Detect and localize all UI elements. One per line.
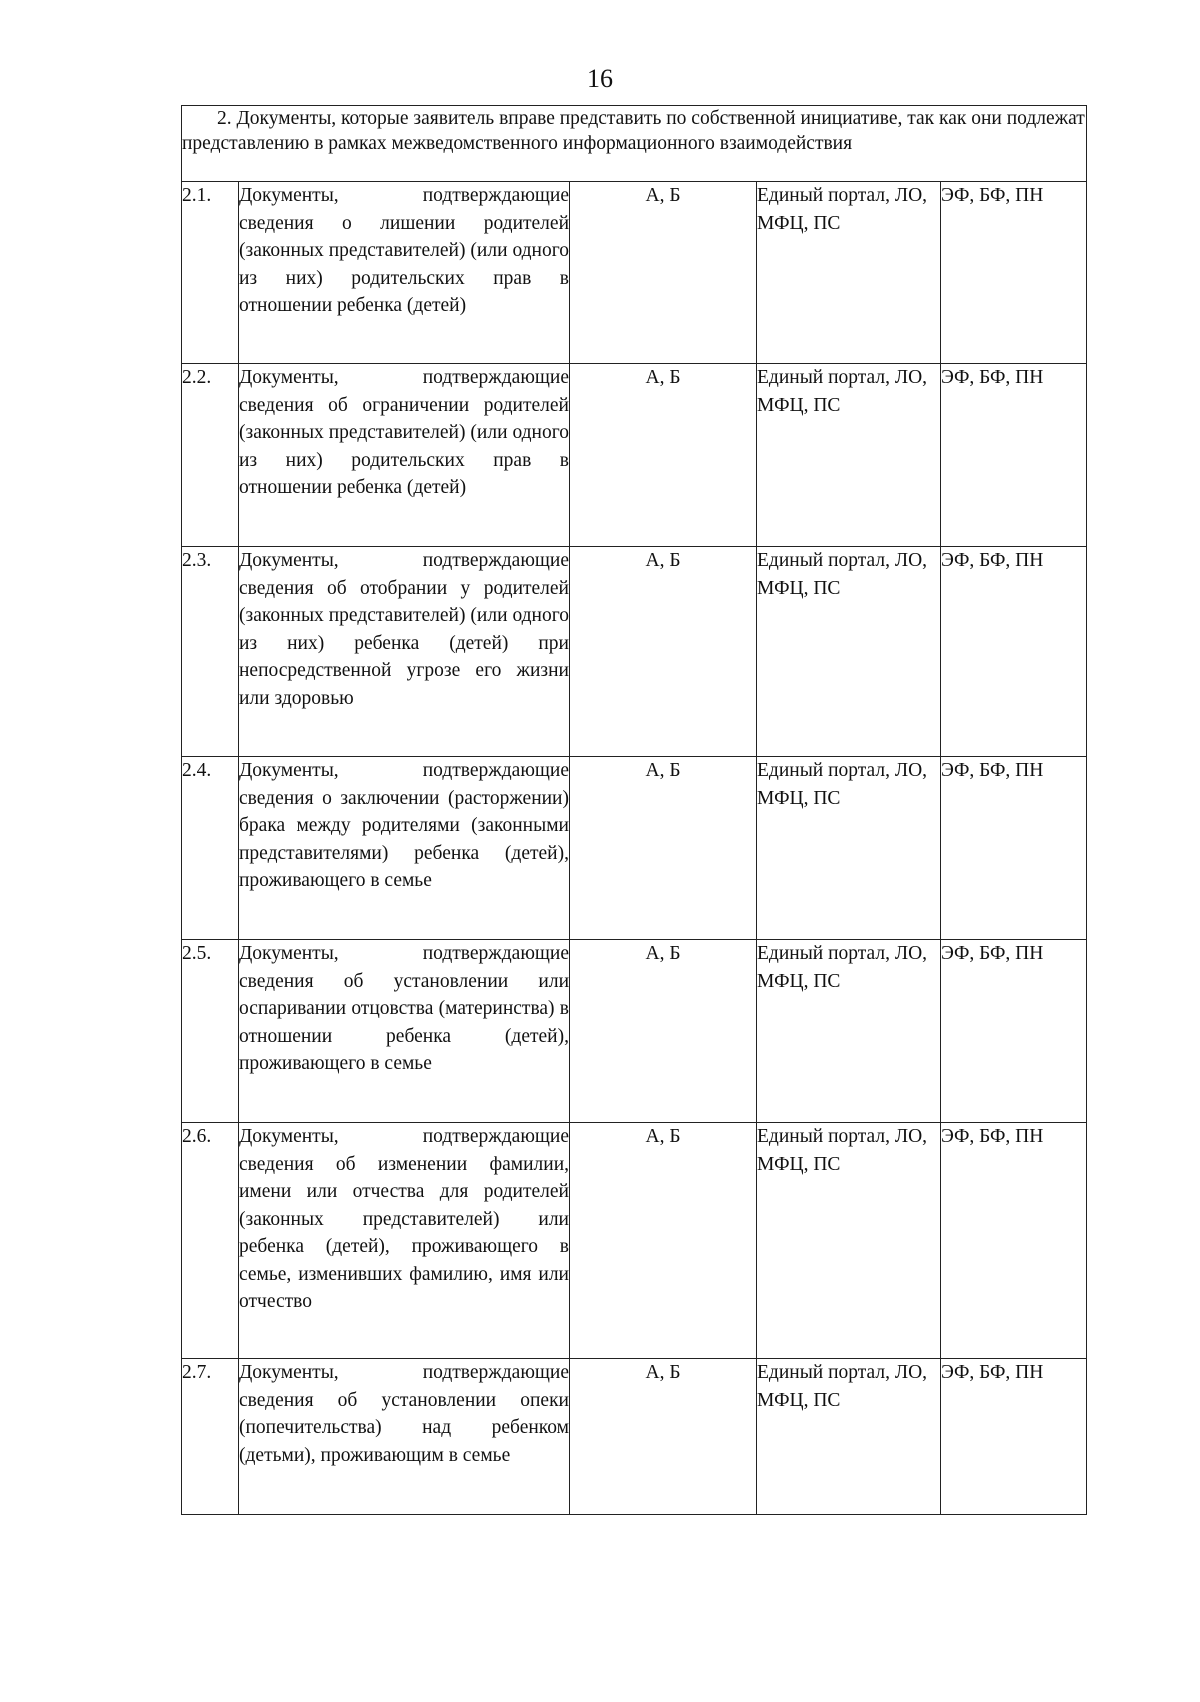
table-row <box>182 757 1087 940</box>
row-number: 2.7. <box>182 1359 239 1515</box>
document-forms: ЭФ, БФ, ПН <box>941 940 1087 1123</box>
document-forms: ЭФ, БФ, ПН <box>941 757 1087 940</box>
document-forms: ЭФ, БФ, ПН <box>941 364 1087 547</box>
table-row <box>182 1123 1087 1359</box>
row-number: 2.6. <box>182 1123 239 1359</box>
row-number: 2.3. <box>182 547 239 757</box>
document-forms: ЭФ, БФ, ПН <box>941 1123 1087 1359</box>
documents-table <box>181 105 1087 1515</box>
submission-channels: Единый портал, ЛО, МФЦ, ПС <box>757 547 941 757</box>
submission-channels: Единый портал, ЛО, МФЦ, ПС <box>757 182 941 364</box>
applicant-categories: А, Б <box>570 1123 757 1359</box>
row-number: 2.2. <box>182 364 239 547</box>
document-description: Документы, подтверждающие сведения об изменении фамилии, имени или отчества для родителей (законных представителей) или ребенка (детей), проживающего в семье, изменивших фамилию, имя или отчество <box>239 1123 570 1359</box>
document-description: Документы, подтверждающие сведения об установлении или оспаривании отцовства (материнства) в отношении ребенка (детей), проживающего в семье <box>239 940 570 1123</box>
document-description: Документы, подтверждающие сведения об ограничении родителей (законных представителей) (или одного из них) родительских прав в отношении ребенка (детей) <box>239 364 570 547</box>
table-row <box>182 1359 1087 1515</box>
applicant-categories: А, Б <box>570 364 757 547</box>
applicant-categories: А, Б <box>570 547 757 757</box>
applicant-categories: А, Б <box>570 940 757 1123</box>
submission-channels: Единый портал, ЛО, МФЦ, ПС <box>757 364 941 547</box>
section-heading-row <box>182 106 1087 182</box>
table-row <box>182 364 1087 547</box>
applicant-categories: А, Б <box>570 1359 757 1515</box>
submission-channels: Единый портал, ЛО, МФЦ, ПС <box>757 757 941 940</box>
document-forms: ЭФ, БФ, ПН <box>941 182 1087 364</box>
submission-channels: Единый портал, ЛО, МФЦ, ПС <box>757 1123 941 1359</box>
document-forms: ЭФ, БФ, ПН <box>941 547 1087 757</box>
document-description: Документы, подтверждающие сведения о лишении родителей (законных представителей) (или одного из них) родительских прав в отношении ребенка (детей) <box>239 182 570 364</box>
table-row <box>182 547 1087 757</box>
row-number: 2.4. <box>182 757 239 940</box>
submission-channels: Единый портал, ЛО, МФЦ, ПС <box>757 1359 941 1515</box>
row-number: 2.1. <box>182 182 239 364</box>
document-forms: ЭФ, БФ, ПН <box>941 1359 1087 1515</box>
table-row <box>182 182 1087 364</box>
document-description: Документы, подтверждающие сведения об установлении опеки (попечительства) над ребенком (детьми), проживающим в семье <box>239 1359 570 1515</box>
table-row <box>182 940 1087 1123</box>
document-description: Документы, подтверждающие сведения об отобрании у родителей (законных представителей) (или одного из них) ребенка (детей) при непосредственной угрозе его жизни или здоровью <box>239 547 570 757</box>
submission-channels: Единый портал, ЛО, МФЦ, ПС <box>757 940 941 1123</box>
document-description: Документы, подтверждающие сведения о заключении (расторжении) брака между родителями (законными представителями) ребенка (детей), проживающего в семье <box>239 757 570 940</box>
page-number: 16 <box>587 64 613 93</box>
applicant-categories: А, Б <box>570 182 757 364</box>
row-number: 2.5. <box>182 940 239 1123</box>
applicant-categories: А, Б <box>570 757 757 940</box>
section-heading: 2. Документы, которые заявитель вправе представить по собственной инициативе, так как они подлежат представлению в рамках межведомственного информационного взаимодействия <box>182 106 1087 182</box>
